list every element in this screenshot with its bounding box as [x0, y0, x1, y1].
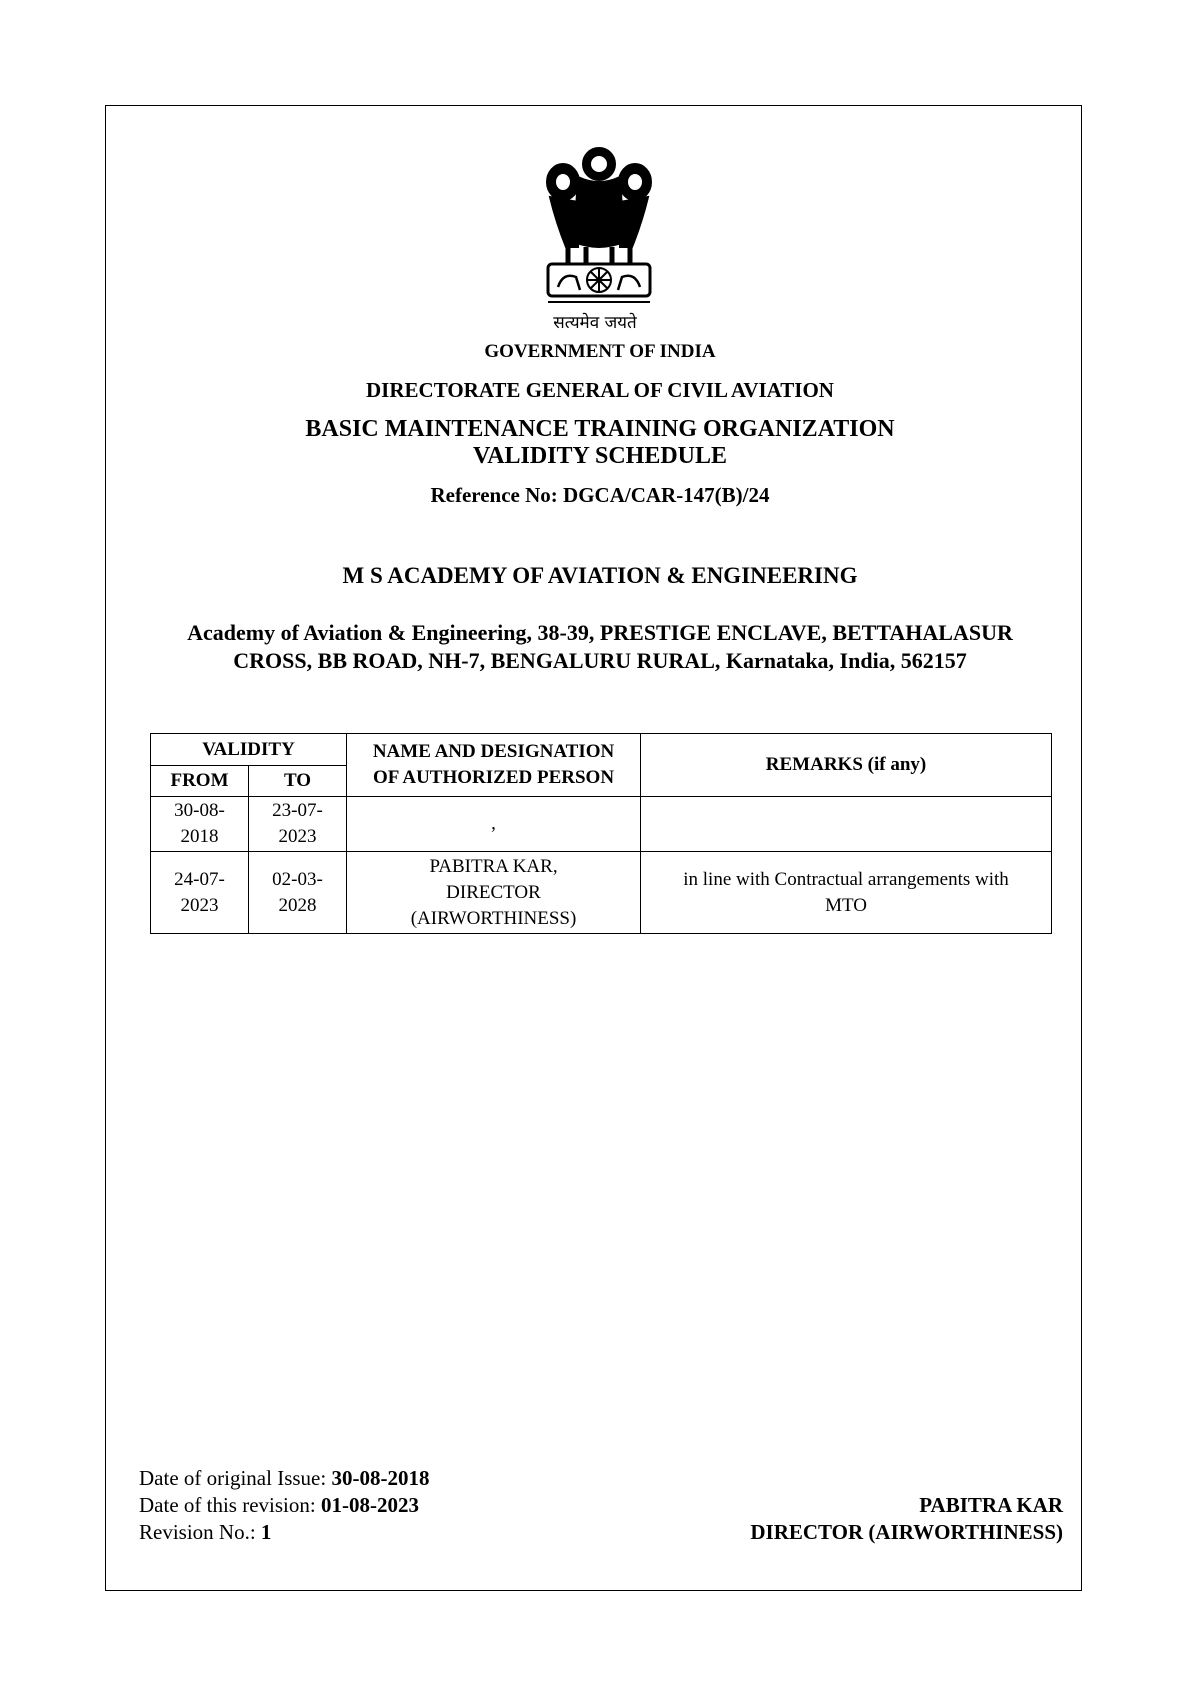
name-line-1: PABITRA KAR, — [429, 855, 558, 877]
document-title-line-2: VALIDITY SCHEDULE — [472, 443, 728, 469]
original-issue-line — [139, 1465, 429, 1492]
revision-number-value: 1 — [260, 1520, 272, 1544]
organization-name: M S ACADEMY OF AVIATION & ENGINEERING — [342, 563, 858, 588]
signatory-title: DIRECTOR (AIRWORTHINESS) — [750, 1520, 1063, 1544]
name-line-1: , — [491, 813, 496, 834]
government-heading: GOVERNMENT OF INDIA — [484, 341, 716, 362]
signatory-name: PABITRA KAR — [919, 1493, 1063, 1517]
emblem-motto: सत्यमेव जयते — [553, 313, 637, 333]
header-validity: VALIDITY — [151, 734, 347, 766]
from-line-1: 30-08- — [174, 800, 225, 821]
table-row — [151, 797, 1052, 852]
original-issue-label: Date of original Issue: — [139, 1466, 332, 1490]
cell-name — [347, 797, 641, 852]
remarks-line-2: MTO — [825, 894, 867, 916]
header-to: TO — [249, 766, 347, 797]
cell-to — [249, 797, 347, 852]
reference-number: Reference No: DGCA/CAR-147(B)/24 — [430, 483, 770, 507]
cell-from — [151, 797, 249, 852]
address-line-1: Academy of Aviation & Engineering, 38-39, PRESTIGE ENCLAVE, BETTAHALASUR — [187, 620, 1013, 645]
header-name-line-2: OF AUTHORIZED PERSON — [372, 767, 615, 788]
header-name-designation — [347, 734, 641, 797]
revision-number-label: Revision No.: — [139, 1520, 261, 1544]
name-line-3: (AIRWORTHINESS) — [410, 907, 577, 929]
table-row — [151, 852, 1052, 934]
cell-remarks — [641, 852, 1052, 934]
revision-date-value: 01-08-2023 — [320, 1493, 419, 1517]
directorate-heading: DIRECTORATE GENERAL OF CIVIL AVIATION — [366, 378, 834, 402]
validity-table — [150, 733, 1052, 934]
signatory-block — [750, 1492, 1063, 1546]
header-from: FROM — [151, 766, 249, 797]
cell-name — [347, 852, 641, 934]
document-title-line-1: BASIC MAINTENANCE TRAINING ORGANIZATION — [305, 416, 895, 442]
header-name-line-1: NAME AND DESIGNATION — [372, 741, 615, 762]
cell-remarks — [641, 797, 1052, 852]
name-line-2: DIRECTOR — [446, 881, 541, 903]
revision-date-line — [139, 1492, 429, 1519]
issue-details — [139, 1465, 429, 1546]
to-line-1: 02-03- — [272, 868, 323, 890]
to-line-1: 23-07- — [272, 800, 323, 821]
to-line-2: 2023 — [278, 826, 317, 847]
revision-date-label: Date of this revision: — [139, 1493, 321, 1517]
revision-number-line — [139, 1519, 429, 1546]
original-issue-value: 30-08-2018 — [331, 1466, 430, 1490]
to-line-2: 2028 — [278, 894, 317, 916]
cell-from — [151, 852, 249, 934]
cell-to — [249, 852, 347, 934]
header-remarks: REMARKS (if any) — [641, 734, 1052, 797]
from-line-1: 24-07- — [174, 868, 225, 890]
remarks-line-1: in line with Contractual arrangements with — [683, 868, 1009, 890]
national-emblem-icon — [538, 142, 660, 307]
from-line-2: 2023 — [180, 894, 219, 916]
from-line-2: 2018 — [180, 826, 219, 847]
address-line-2: CROSS, BB ROAD, NH-7, BENGALURU RURAL, Karnataka, India, 562157 — [233, 648, 967, 673]
